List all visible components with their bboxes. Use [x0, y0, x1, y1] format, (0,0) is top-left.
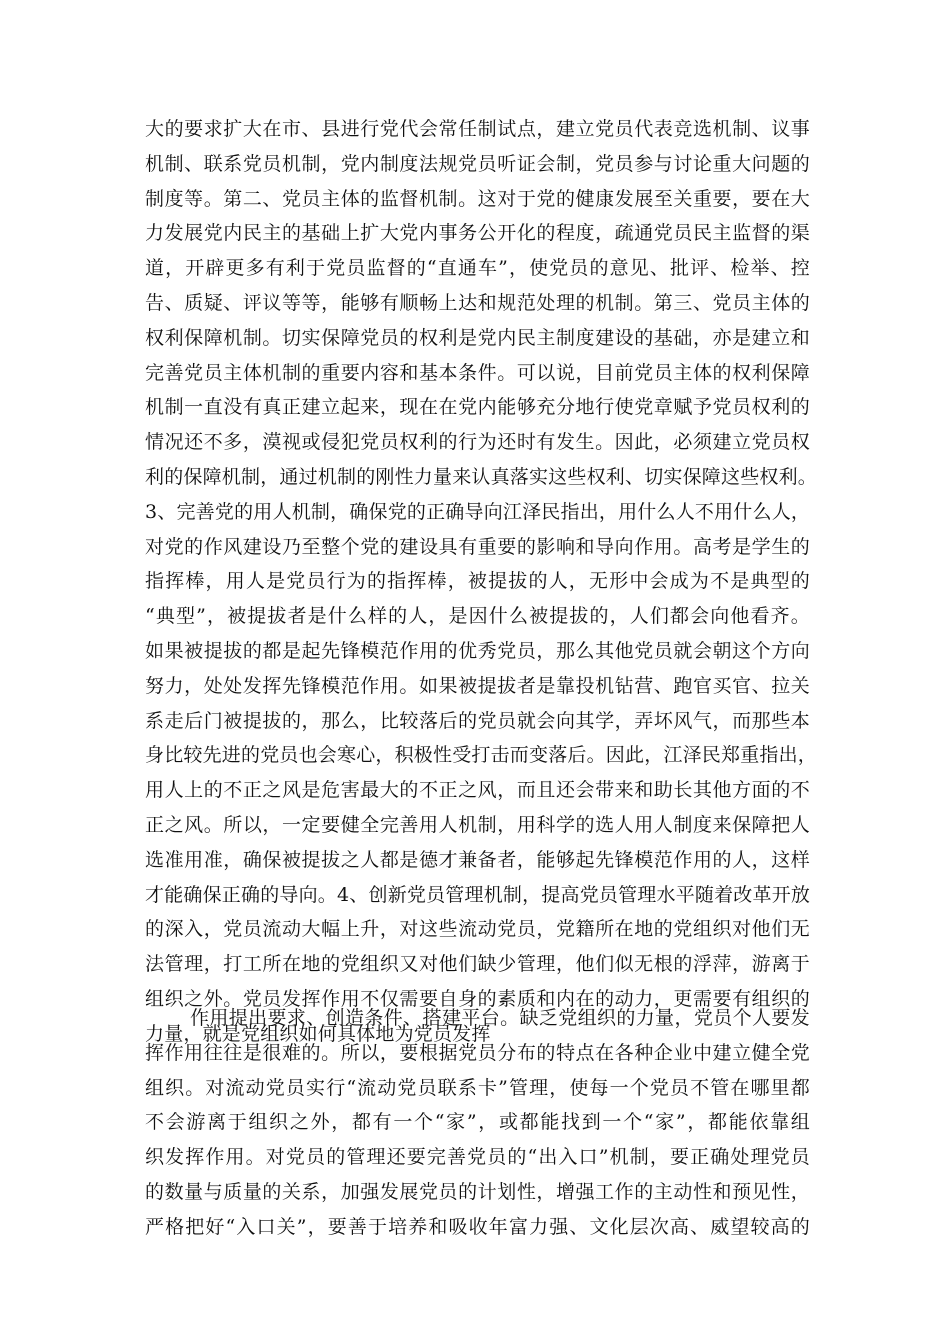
paragraph-line: 不会游离于组织之外，都有一个“家”，或都能找到一个“家”，都能依靠组 [145, 1111, 810, 1134]
paragraph-line: 努力，处处发挥先锋模范作用。如果被提拔者是靠投机钻营、跑官买官、拉关 [145, 674, 810, 697]
paragraph-line: 3、完善党的用人机制，确保党的正确导向江泽民指出，用什么人不用什么人， [145, 500, 811, 523]
paragraph-line: 大的要求扩大在市、县进行党代会常任制试点，建立党员代表竞选机制、议事 [145, 118, 810, 140]
paragraph-line: 完善党员主体机制的重要内容和基本条件。可以说，目前党员主体的权利保障 [145, 361, 810, 384]
paragraph-line: 的数量与质量的关系，加强发展党员的计划性，增强工作的主动性和预见性， [145, 1180, 810, 1203]
paragraph-line: 对党的作风建设乃至整个党的建设具有重要的影响和导向作用。高考是学生的 [145, 535, 810, 558]
paragraph-2 [145, 1001, 810, 1245]
paragraph-line: 法管理，打工所在地的党组织又对他们缺少管理，他们似无根的浮萍，游离于 [145, 953, 810, 976]
paragraph-line: 指挥棒，用人是党员行为的指挥棒，被提拔的人，无形中会成为不是典型的 [145, 570, 810, 593]
paragraph-line: “典型”，被提拔者是什么样的人，是因什么被提拔的，人们都会向他看齐。 [145, 605, 810, 628]
paragraph-line: 作用提出要求、创造条件、搭建平台。缺乏党组织的力量，党员个人要发 [190, 1007, 810, 1029]
paragraph-line: 权利保障机制。切实保障党员的权利是党内民主制度建设的基础，亦是建立和 [145, 326, 810, 349]
paragraph-line: 制度等。第二、党员主体的监督机制。这对于党的健康发展至关重要，要在大 [145, 187, 810, 210]
paragraph-line: 利的保障机制，通过机制的刚性力量来认真落实这些权利、切实保障这些权利。 [145, 465, 818, 488]
paragraph-line: 严格把好“入口关”，要善于培养和吸收年富力强、文化层次高、威望较高的 [145, 1215, 810, 1238]
paragraph-line: 告、质疑、评议等等，能够有顺畅上达和规范处理的机制。第三、党员主体的 [145, 291, 810, 314]
paragraph-line: 系走后门被提拔的，那么，比较落后的党员就会向其学，弄坏风气，而那些本 [145, 709, 810, 732]
paragraph-line: 机制、联系党员机制，党内制度法规党员听证会制，党员参与讨论重大问题的 [145, 152, 810, 175]
paragraph-line: 挥作用往往是很难的。所以，要根据党员分布的特点在各种企业中建立健全党 [145, 1041, 810, 1064]
paragraph-line: 如果被提拔的都是起先锋模范作用的优秀党员，那么其他党员就会朝这个方向 [145, 639, 810, 662]
paragraph-1 [145, 112, 818, 1052]
paragraph-line: 用人上的不正之风是危害最大的不正之风，而且还会带来和助长其他方面的不 [145, 779, 810, 802]
paragraph-line: 身比较先进的党员也会寒心，积极性受打击而变落后。因此，江泽民郑重指出， [145, 744, 818, 767]
paragraph-line: 道，开辟更多有利于党员监督的“直通车”，使党员的意见、批评、检举、控 [145, 257, 810, 280]
paragraph-line: 才能确保正确的导向。4、创新党员管理机制，提高党员管理水平随着改革开放 [145, 883, 811, 906]
paragraph-line: 织发挥作用。对党员的管理还要完善党员的“出入口”机制，要正确处理党员 [145, 1146, 810, 1169]
paragraph-line: 机制一直没有真正建立起来，现在在党内能够充分地行使党章赋予党员权利的 [145, 396, 810, 419]
paragraph-line: 力发展党内民主的基础上扩大党内事务公开化的程度，疏通党员民主监督的渠 [145, 222, 810, 245]
paragraph-line: 选准用准，确保被提拔之人都是德才兼备者，能够起先锋模范作用的人，这样 [145, 848, 810, 871]
paragraph-line: 力量，就是党组织如何具体地为党员发挥 [145, 1022, 491, 1045]
paragraph-line: 情况还不多，漠视或侵犯党员权利的行为还时有发生。因此，必须建立党员权 [145, 431, 810, 454]
paragraph-line: 组织之外。党员发挥作用不仅需要自身的素质和内在的动力，更需要有组织的 [145, 987, 810, 1010]
paragraph-line: 的深入，党员流动大幅上升，对这些流动党员，党籍所在地的党组织对他们无 [145, 918, 810, 941]
paragraph-line: 正之风。所以，一定要健全完善用人机制，用科学的选人用人制度来保障把人 [145, 813, 810, 836]
paragraph-line: 组织。对流动党员实行“流动党员联系卡”管理，使每一个党员不管在哪里都 [145, 1076, 810, 1099]
